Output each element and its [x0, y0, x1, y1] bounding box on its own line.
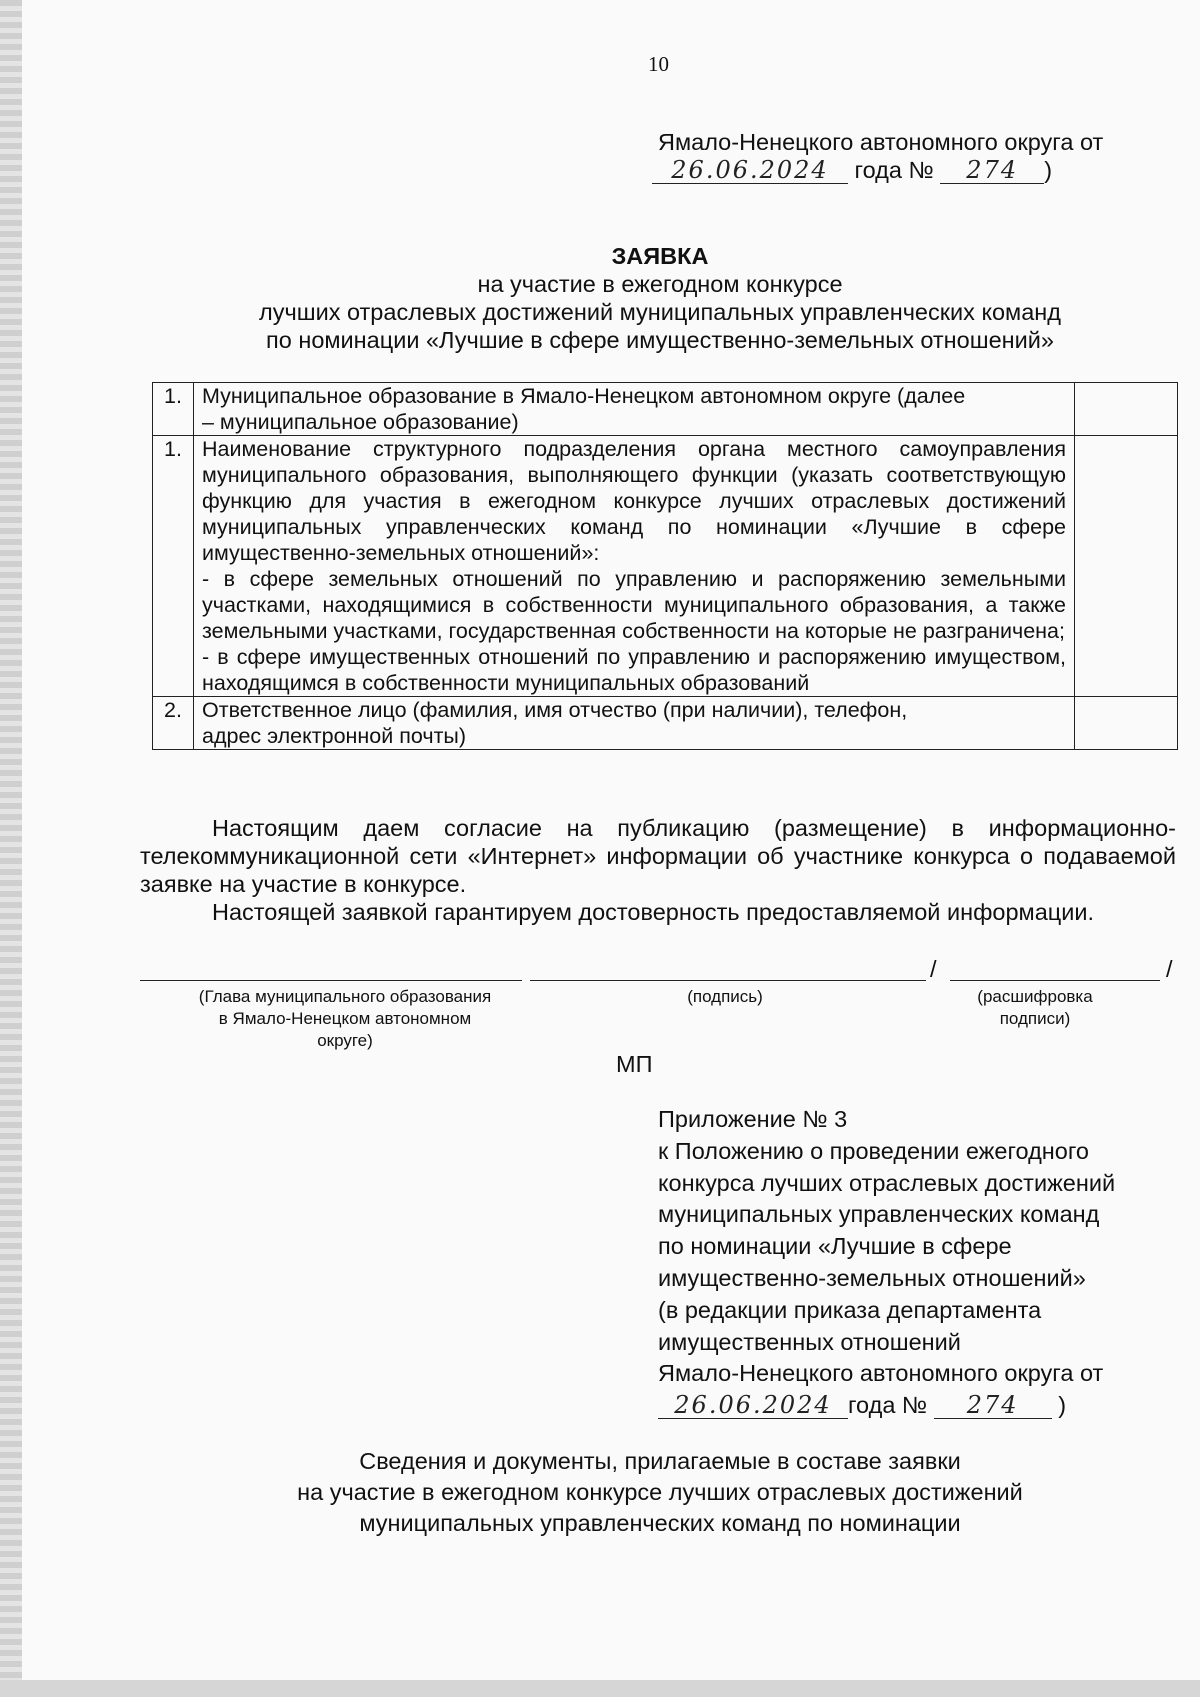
title-line-1: на участие в ежегодном конкурсе	[477, 271, 843, 297]
title-heading: ЗАЯВКА	[611, 243, 709, 269]
slash-separator: /	[930, 956, 937, 982]
head-label	[162, 986, 528, 1052]
appendix-close: )	[1058, 1392, 1067, 1419]
row-label-line: - в сфере земельных отношений по управлению и распоряжению земельными участками, находящимися в собственности муниципального образования, а также земельными участками, государственная собственности на которые не разграничена;	[202, 567, 1066, 643]
header-line: Ямало-Ненецкого автономного округа от	[658, 129, 1104, 155]
scan-bottom-edge	[0, 1680, 1200, 1697]
row-label-line: Муниципальное образование в Ямало-Ненецком автономном округе (далее	[202, 384, 966, 408]
appendix-date-line	[658, 1390, 1115, 1422]
row-value-cell[interactable]	[1075, 383, 1178, 436]
appendix-block	[658, 1104, 1115, 1422]
decode-label-line: подписи)	[999, 1009, 1071, 1028]
handwritten-date: 26.06.2024	[658, 1392, 848, 1419]
appendix-line: к Положению о проведении ежегодного	[658, 1137, 1089, 1164]
application-title	[160, 242, 1160, 354]
application-table	[152, 382, 1178, 750]
row-label-line: адрес электронной почты)	[202, 724, 467, 748]
header-close: )	[1044, 157, 1053, 183]
attachments-title-line: муниципальных управленческих команд по номинации	[359, 1510, 961, 1536]
handwritten-date: 26.06.2024	[652, 157, 848, 184]
row-value-cell[interactable]	[1075, 436, 1178, 697]
appendix-line: по номинации «Лучшие в сфере	[658, 1233, 1012, 1260]
decode-label-line: (расшифровка	[977, 987, 1093, 1006]
row-number: 2.	[153, 697, 194, 750]
row-label-line: Ответственное лицо (фамилия, имя отчество (при наличии), телефон,	[202, 698, 908, 722]
head-label-line: (Глава муниципального образования	[198, 987, 492, 1006]
row-label-line: Наименование структурного подразделения органа местного самоуправления муниципального образования, выполняющего функции (указать соответствующую функцию для участия в ежегодном конкурсе лучших отраслевых достижений муниципальных управленческих команд по номинации «Лучшие в сфере имущественно-земельных отношений»:	[202, 437, 1066, 565]
head-label-line: округе)	[317, 1031, 373, 1050]
row-label	[194, 697, 1075, 750]
row-label-line: – муниципальное образование)	[202, 410, 519, 434]
header-date-line	[652, 156, 1052, 184]
decode-label	[940, 986, 1130, 1030]
stamp-place: МП	[616, 1051, 653, 1077]
appendix-line: (в редакции приказа департамента	[658, 1296, 1042, 1323]
appendix-line: имущественных отношений	[658, 1328, 961, 1355]
attachments-title-line: Сведения и документы, прилагаемые в составе заявки	[359, 1448, 961, 1474]
appendix-year-word: года №	[848, 1392, 928, 1419]
table-row	[153, 383, 1178, 436]
page-number: 10	[648, 52, 669, 76]
head-signature-line	[140, 980, 522, 981]
appendix-line: Приложение № 3	[658, 1106, 848, 1132]
header-year-word: года №	[854, 157, 934, 183]
title-line-3: по номинации «Лучшие в сфере имущественно-земельных отношений»	[266, 327, 1054, 353]
table-row	[153, 436, 1178, 697]
appendix-line: Ямало-Ненецкого автономного округа от	[658, 1360, 1104, 1387]
signature-label: (подпись)	[687, 987, 763, 1006]
title-line-2: лучших отраслевых достижений муниципальных управленческих команд	[259, 299, 1061, 325]
appendix-line: муниципальных управленческих команд	[658, 1201, 1100, 1228]
row-label	[194, 436, 1075, 697]
appendix-line: имущественно-земельных отношений»	[658, 1264, 1086, 1291]
head-label-line: в Ямало-Ненецком автономном	[218, 1009, 472, 1028]
row-label	[194, 383, 1075, 436]
appendix-line: конкурса лучших отраслевых достижений	[658, 1169, 1116, 1196]
row-number: 1.	[153, 436, 194, 697]
scan-left-edge	[0, 0, 22, 1697]
row-label-line: - в сфере имущественных отношений по управлению и распоряжению имуществом, находящимся в собственности муниципальных образований	[202, 645, 1066, 695]
handwritten-number: 274	[940, 157, 1044, 184]
decode-signature-line[interactable]	[950, 980, 1160, 981]
guarantee-paragraph: Настоящей заявкой гарантируем достоверность предоставляемой информации.	[212, 899, 1095, 925]
signature-line[interactable]	[530, 980, 926, 981]
attachments-title	[160, 1446, 1160, 1539]
consent-paragraph: Настоящим даем согласие на публикацию (размещение) в информационно-телекоммуникационной сети «Интернет» информации об участнике конкурса о подаваемой заявке на участие в конкурсе.	[140, 815, 1176, 897]
row-number: 1.	[153, 383, 194, 436]
slash-separator: /	[1166, 956, 1173, 982]
table-row	[153, 697, 1178, 750]
row-value-cell[interactable]	[1075, 697, 1178, 750]
attachments-title-line: на участие в ежегодном конкурсе лучших отраслевых достижений	[297, 1479, 1023, 1505]
handwritten-number: 274	[934, 1392, 1052, 1419]
